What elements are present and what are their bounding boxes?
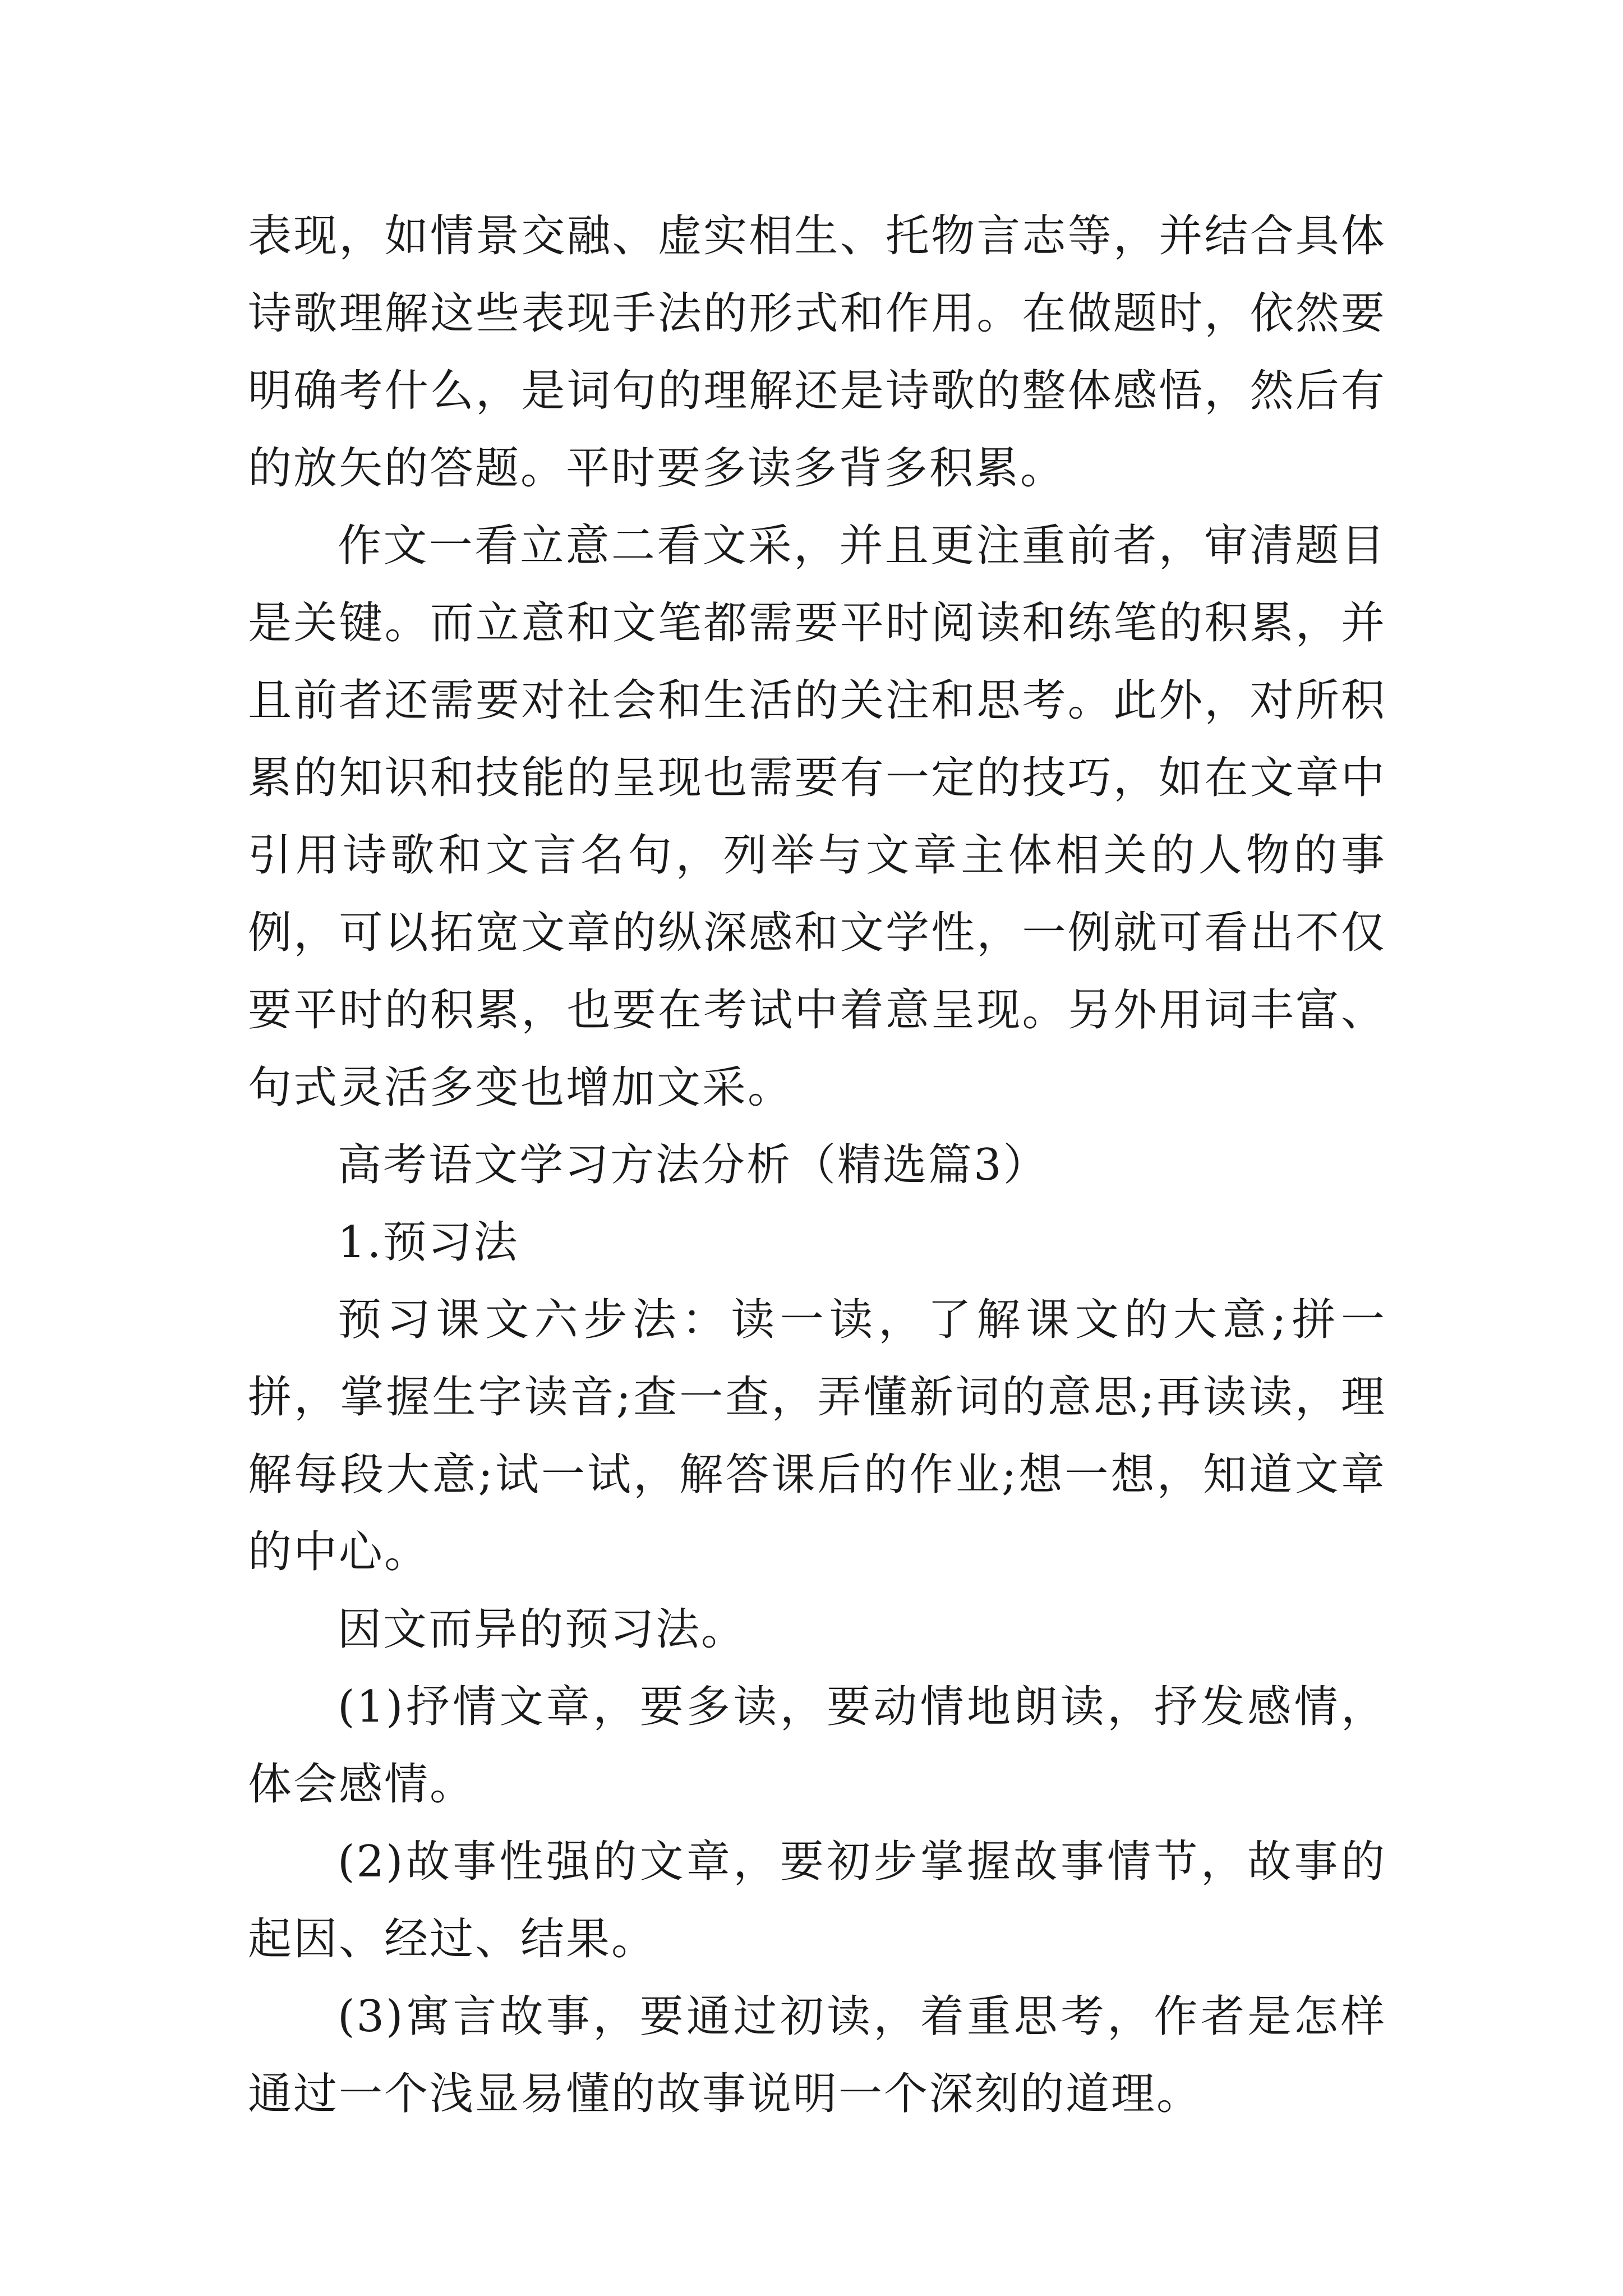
subheading-preview-method: 1.预习法 — [338, 1217, 519, 1268]
paragraph-text-specific-method: 因文而异的预习法。 — [338, 1604, 747, 1655]
list-item-narrative: (2)故事性强的文章，要初步掌握故事情节，故事的起因、经过、结果。 — [248, 1837, 1386, 1964]
section-heading: 高考语文学习方法分析（精选篇3） — [338, 1140, 1049, 1190]
paragraph-composition-advice: 作文一看立意二看文采，并且更注重前者，审清题目是关键。而立意和文笔都需要平时阅读和练笔的积累，并且前者还需要对社会和生活的关注和思考。此外，对所积累的知识和技能的呈现也需要有一定的技巧，如在文章中引用诗歌和文言名句，列举与文章主体相关的人物的事例，可以拓宽文章的纵深感和文学性，一例就可看出不仅要平时的积累，也要在考试中着意呈现。另外用词丰富、句式灵活多变也增加文采。 — [248, 521, 1386, 1113]
paragraph-continuation: 表现，如情景交融、虚实相生、托物言志等，并结合具体诗歌理解这些表现手法的形式和作用。在做题时，依然要明确考什么，是词句的理解还是诗歌的整体感悟，然后有的放矢的答题。平时要多读多背多积累。 — [248, 211, 1386, 494]
paragraph-six-steps: 预习课文六步法：读一读，了解课文的大意;拼一拼，掌握生字读音;查一查，弄懂新词的意思;再读读，理解每段大意;试一试，解答课后的作业;想一想，知道文章的中心。 — [248, 1295, 1386, 1577]
list-item-fable: (3)寓言故事，要通过初读，着重思考，作者是怎样通过一个浅显易懂的故事说明一个深刻的道理。 — [248, 1991, 1386, 2119]
document-body — [248, 197, 1386, 2133]
list-item-lyrical: (1)抒情文章，要多读，要动情地朗读，抒发感情，体会感情。 — [248, 1682, 1386, 1810]
